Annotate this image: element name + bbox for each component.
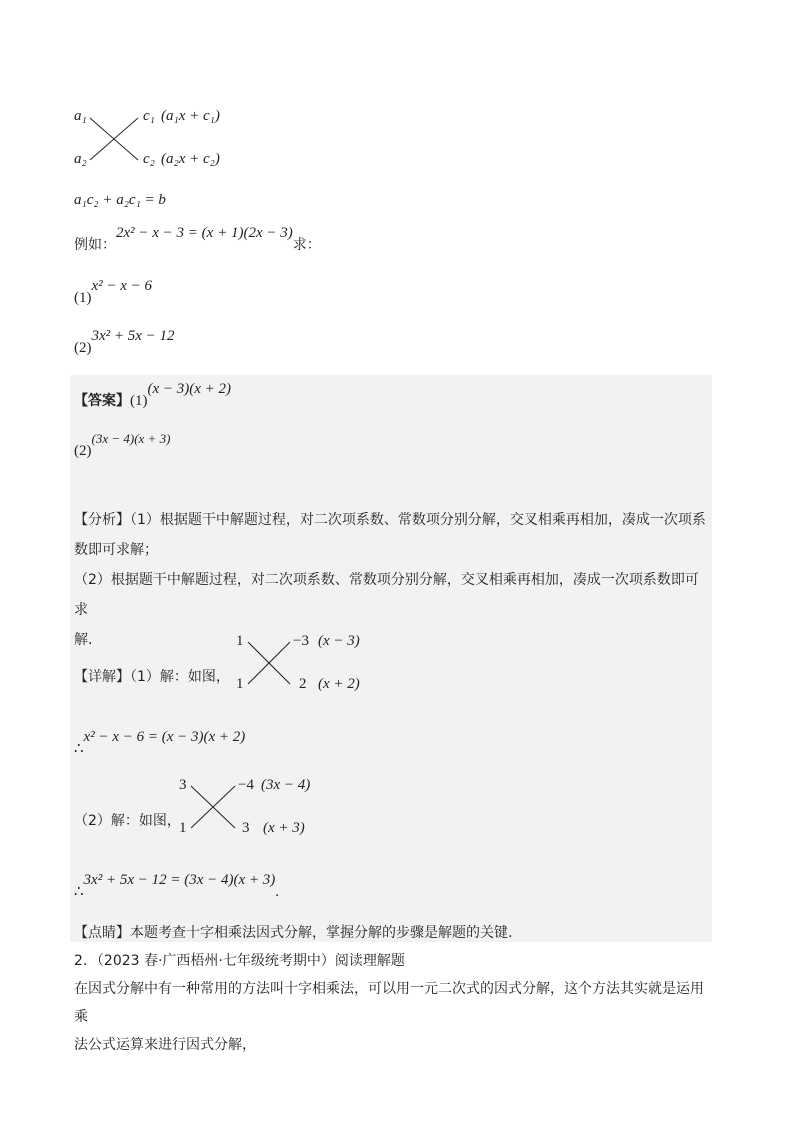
answer-part-2 bbox=[74, 428, 171, 459]
problem-2-line-2: 法公式运算来进行因式分解， bbox=[74, 1037, 256, 1053]
question-1-expr: x² − x − 6 bbox=[91, 278, 153, 294]
question-1-label: (1) bbox=[74, 290, 92, 306]
detail-1-bottom-left: 1 bbox=[236, 676, 244, 692]
example-tail: 求： bbox=[292, 237, 321, 253]
detail-2-prefix: （2）解：如图， bbox=[74, 813, 181, 829]
b-equation: a₁c₂ + a₂c₁ = b bbox=[74, 192, 166, 208]
problem-2-line-1: 在因式分解中有一种常用的方法叫十字相乘法，可以用一元二次式的因式分解，这个方法其实就是运用乘 bbox=[74, 981, 704, 1025]
detail-2-top-factor: (3x − 4) bbox=[261, 777, 311, 793]
detail-1-top-left: 1 bbox=[236, 633, 244, 649]
detail-1-top-factor: (x − 3) bbox=[318, 633, 360, 649]
analysis-block bbox=[74, 505, 708, 655]
answer-part-1 bbox=[74, 378, 232, 409]
factor-2: (a₂x + c₂) bbox=[161, 151, 220, 167]
analysis-line-1: 【分析】（1）根据题干中解题过程，对二次项系数、常数项分别分解，交叉相乘再相加，凑成一次项系 bbox=[74, 512, 706, 528]
cross-a1: a₁ bbox=[74, 108, 87, 124]
detail-2-bottom-right: 3 bbox=[242, 820, 250, 836]
therefore-symbol: ∴ bbox=[74, 741, 84, 757]
comment: 【点睛】本题考查十字相乘法因式分解，掌握分解的步骤是解题的关键. bbox=[74, 925, 513, 941]
factor-1: (a₁x + c₁) bbox=[161, 108, 220, 124]
answer-2-label: (2) bbox=[74, 443, 92, 459]
answer-tag: 【答案】 bbox=[74, 393, 130, 409]
question-2 bbox=[74, 325, 175, 356]
problem-2-header: 2．（2023 春·广西梧州·七年级统考期中）阅读理解题 bbox=[74, 953, 405, 969]
question-1 bbox=[74, 275, 153, 306]
answer-box bbox=[70, 375, 712, 942]
question-2-label: (2) bbox=[74, 340, 92, 356]
analysis-line-3: （2）根据题干中解题过程，对二次项系数、常数项分别分解，交叉相乘再相加，凑成一次项系数即可求 bbox=[74, 572, 699, 618]
problem-2 bbox=[74, 947, 708, 1059]
cross-c1: c₁ bbox=[143, 108, 155, 124]
detail-1-bottom-right: 2 bbox=[299, 676, 307, 692]
answer-1-label: (1) bbox=[130, 393, 148, 409]
answer-2-expr: (3x − 4)(x + 3) bbox=[91, 431, 171, 446]
therefore-symbol-2: ∴ bbox=[74, 884, 84, 900]
analysis-line-2: 数即可求解； bbox=[74, 542, 158, 558]
example-label: 例如： bbox=[74, 237, 116, 253]
detail-1-bottom-factor: (x + 2) bbox=[318, 676, 360, 692]
detail-1-cross-lines bbox=[246, 640, 292, 686]
cross-lines bbox=[88, 116, 140, 162]
example-line bbox=[74, 222, 321, 253]
cross-a2: a₂ bbox=[74, 151, 87, 167]
cross-c2: c₂ bbox=[143, 151, 155, 167]
detail-2-cross-lines bbox=[189, 784, 237, 830]
detail-1-result-expr: x² − x − 6 = (x − 3)(x + 2) bbox=[83, 729, 246, 745]
detail-2-period: . bbox=[275, 884, 280, 900]
example-equation: 2x² − x − 3 = (x + 1)(2x − 3) bbox=[116, 225, 293, 241]
question-2-expr: 3x² + 5x − 12 bbox=[91, 328, 175, 344]
detail-1-result bbox=[74, 726, 246, 757]
detail-2-top-left: 3 bbox=[179, 777, 187, 793]
detail-2-bottom-left: 1 bbox=[179, 820, 187, 836]
answer-1-expr: (x − 3)(x + 2) bbox=[147, 381, 232, 397]
detail-1-top-right: −3 bbox=[293, 633, 309, 649]
detail-1-prefix: 【详解】（1）解：如图， bbox=[74, 669, 230, 685]
detail-2-result bbox=[74, 869, 280, 900]
detail-2-result-expr: 3x² + 5x − 12 = (3x − 4)(x + 3) bbox=[83, 872, 276, 888]
analysis-line-4: 解. bbox=[74, 632, 93, 648]
detail-2-bottom-factor: (x + 3) bbox=[263, 820, 305, 836]
detail-2-top-right: −4 bbox=[238, 777, 254, 793]
